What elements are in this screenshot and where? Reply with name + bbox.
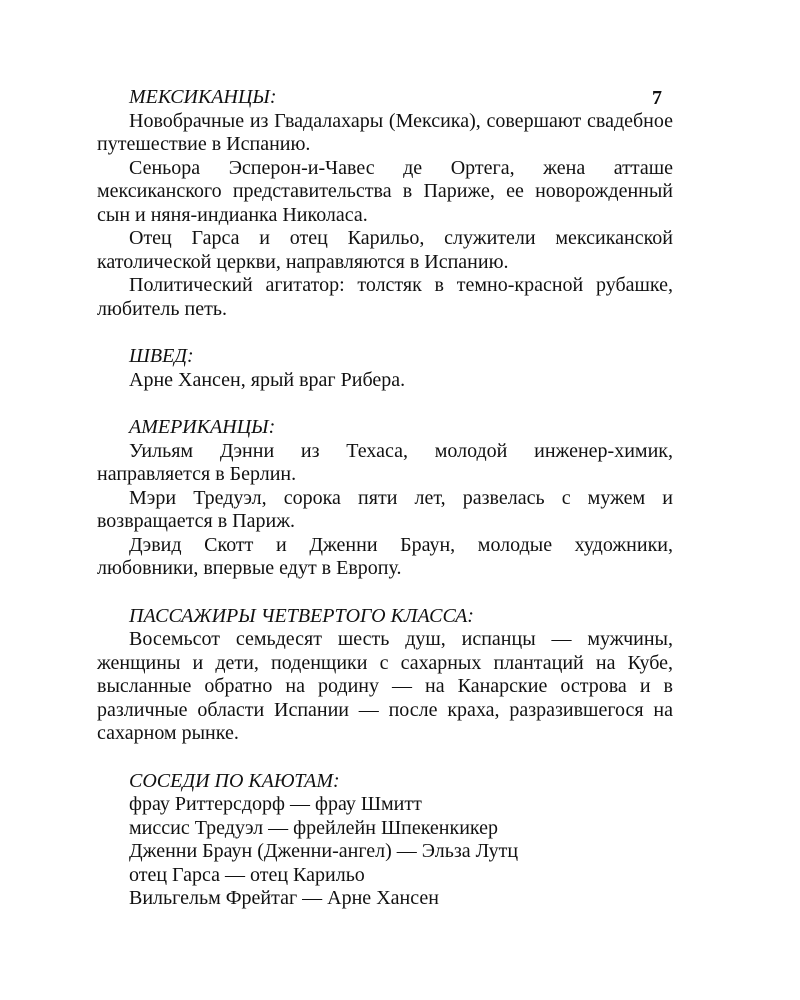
section-heading: ПАССАЖИРЫ ЧЕТВЕРТОГО КЛАССА:: [129, 604, 474, 627]
cabin-pair: Дженни Браун (Дженни-ангел) — Эльза Лутц: [129, 840, 519, 862]
paragraph: Политический агитатор: толстяк в темно-красной рубашке, любитель петь.: [97, 274, 673, 320]
section-heading: ШВЕД:: [129, 345, 194, 367]
cabin-pair: миссис Тредуэл — фрейлейн Шпекенкикер: [129, 816, 499, 839]
section-heading: МЕКСИКАНЦЫ:: [129, 86, 277, 108]
paragraph: Дэвид Скотт и Дженни Браун, молодые художники, любовники, впервые едут в Европу.: [97, 533, 673, 579]
cabin-pair: Вильгельм Фрейтаг — Арне Хансен: [129, 887, 439, 909]
paragraph: Восемьсот семьдесят шесть душ, испанцы — мужчины, женщины и дети, поденщики с сахарных плантаций на Кубе, высланные обратно на родину — на Канарские острова и в различные области Испании — после краха, разразившегося на сахарном рынке.: [97, 628, 673, 744]
section-mexicans: [97, 86, 673, 321]
section-fourth-class: [97, 605, 673, 746]
section-spacer: [97, 321, 673, 345]
page-content: [97, 86, 673, 911]
section-cabin-neighbors: [97, 770, 673, 911]
paragraph: Мэри Тредуэл, сорока пяти лет, развелась с мужем и возвращается в Париж.: [97, 486, 673, 532]
page-number: 7: [652, 87, 662, 109]
section-heading: СОСЕДИ ПО КАЮТАМ:: [129, 769, 340, 792]
section-spacer: [97, 746, 673, 770]
cabin-pair: фрау Риттерсдорф — фрау Шмитт: [129, 793, 422, 815]
section-spacer: [97, 581, 673, 605]
section-spacer: [97, 392, 673, 416]
paragraph: Сеньора Эсперон-и-Чавес де Ортега, жена атташе мексиканского представительства в Париже, ее новорожденный сын и няня-индианка Николаса.: [97, 156, 673, 226]
section-americans: [97, 416, 673, 581]
section-heading: АМЕРИКАНЦЫ:: [129, 416, 276, 438]
cabin-pair: отец Гарса — отец Карильо: [129, 863, 365, 886]
paragraph: Уильям Дэнни из Техаса, молодой инженер-химик, направляется в Берлин.: [97, 439, 673, 485]
paragraph: Отец Гарса и отец Карильо, служители мексиканской католической церкви, направляются в Испанию.: [97, 227, 673, 273]
section-swede: [97, 345, 673, 392]
paragraph: Новобрачные из Гвадалахары (Мексика), совершают свадебное путешествие в Испанию.: [97, 109, 673, 155]
paragraph: Арне Хансен, ярый враг Рибера.: [129, 368, 406, 391]
